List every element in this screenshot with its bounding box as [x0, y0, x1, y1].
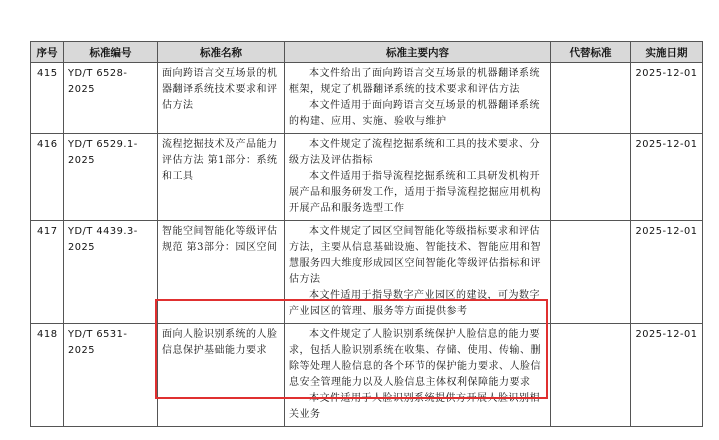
cell-name	[158, 221, 285, 324]
cell-name	[158, 134, 285, 221]
replace-text	[551, 221, 630, 227]
table-row	[31, 63, 703, 134]
seq-text: 415	[37, 68, 58, 79]
content-paragraph: 本文件适用于指导数字产业园区的建设，可为数字产业园区的管理、服务等方面提供参考	[289, 290, 540, 317]
code-text: YD/T 4439.3-2025	[68, 226, 138, 253]
cell-code	[64, 63, 158, 134]
cell-code	[64, 134, 158, 221]
header-name: 标准名称	[158, 42, 285, 63]
date-text: 2025-12-01	[635, 329, 698, 340]
content-paragraph: 本文件规定了人脸识别系统保护人脸信息的能力要求，包括人脸识别系统在收集、存储、使用、传输、删除等处理人脸信息的各个环节的保护能力要求、人脸信息安全管理能力以及人脸信息主体权利保障能力要求	[289, 329, 541, 388]
cell-code	[64, 324, 158, 427]
name-text: 流程挖掘技术及产品能力评估方法 第1部分：系统和工具	[162, 139, 278, 182]
header-code: 标准编号	[64, 42, 158, 63]
cell-date	[631, 63, 703, 134]
cell-date	[631, 221, 703, 324]
standards-table	[30, 41, 703, 427]
seq-text: 418	[37, 329, 58, 340]
cell-seq	[31, 221, 64, 324]
content-paragraph: 本文件规定了流程挖掘系统和工具的技术要求、分级方法及评估指标	[289, 139, 540, 166]
cell-replace	[551, 63, 631, 134]
date-text: 2025-12-01	[635, 226, 698, 237]
header-replace: 代替标准	[551, 42, 631, 63]
header-date: 实施日期	[631, 42, 703, 63]
cell-code	[64, 221, 158, 324]
code-text: YD/T 6529.1-2025	[68, 139, 138, 166]
replace-text	[551, 63, 630, 69]
content-paragraph: 本文件适用于人脸识别系统提供方开展人脸识别相关业务	[289, 393, 540, 420]
content-paragraph: 本文件规定了园区空间智能化等级指标要求和评估方法，主要从信息基础设施、智能技术、智能应用和智慧服务四大维度形成园区空间智能化等级评估指标和评估方法	[289, 226, 541, 285]
content-paragraph: 本文件适用于面向跨语言交互场景的机器翻译系统的构建、应用、实施、验收与维护	[289, 100, 540, 127]
cell-replace	[551, 221, 631, 324]
cell-seq	[31, 134, 64, 221]
code-text: YD/T 6531-2025	[68, 329, 128, 356]
cell-content	[285, 63, 551, 134]
date-text: 2025-12-01	[635, 68, 698, 79]
cell-replace	[551, 134, 631, 221]
replace-text	[551, 324, 630, 330]
seq-text: 416	[37, 139, 58, 150]
cell-name	[158, 63, 285, 134]
table-row	[31, 221, 703, 324]
cell-name	[158, 324, 285, 427]
content-paragraph: 本文件适用于指导流程挖掘系统和工具研发机构开展产品和服务研发工作，适用于指导流程挖掘应用机构开展产品和服务选型工作	[289, 171, 541, 214]
name-text: 面向跨语言交互场景的机器翻译系统技术要求和评估方法	[162, 68, 278, 111]
cell-content	[285, 134, 551, 221]
date-text: 2025-12-01	[635, 139, 698, 150]
cell-content	[285, 324, 551, 427]
name-text: 智能空间智能化等级评估规范 第3部分：园区空间	[162, 226, 278, 253]
table-row	[31, 324, 703, 427]
cell-seq	[31, 63, 64, 134]
seq-text: 417	[37, 226, 58, 237]
header-content: 标准主要内容	[285, 42, 551, 63]
name-text: 面向人脸识别系统的人脸信息保护基础能力要求	[162, 329, 278, 356]
table-header-row	[31, 42, 703, 63]
cell-replace	[551, 324, 631, 427]
cell-date	[631, 324, 703, 427]
cell-date	[631, 134, 703, 221]
content-paragraph: 本文件给出了面向跨语言交互场景的机器翻译系统框架，规定了机器翻译系统的技术要求和评估方法	[289, 68, 540, 95]
header-seq: 序号	[31, 42, 64, 63]
cell-content	[285, 221, 551, 324]
table-row	[31, 134, 703, 221]
replace-text	[551, 134, 630, 140]
cell-seq	[31, 324, 64, 427]
code-text: YD/T 6528-2025	[68, 68, 128, 95]
